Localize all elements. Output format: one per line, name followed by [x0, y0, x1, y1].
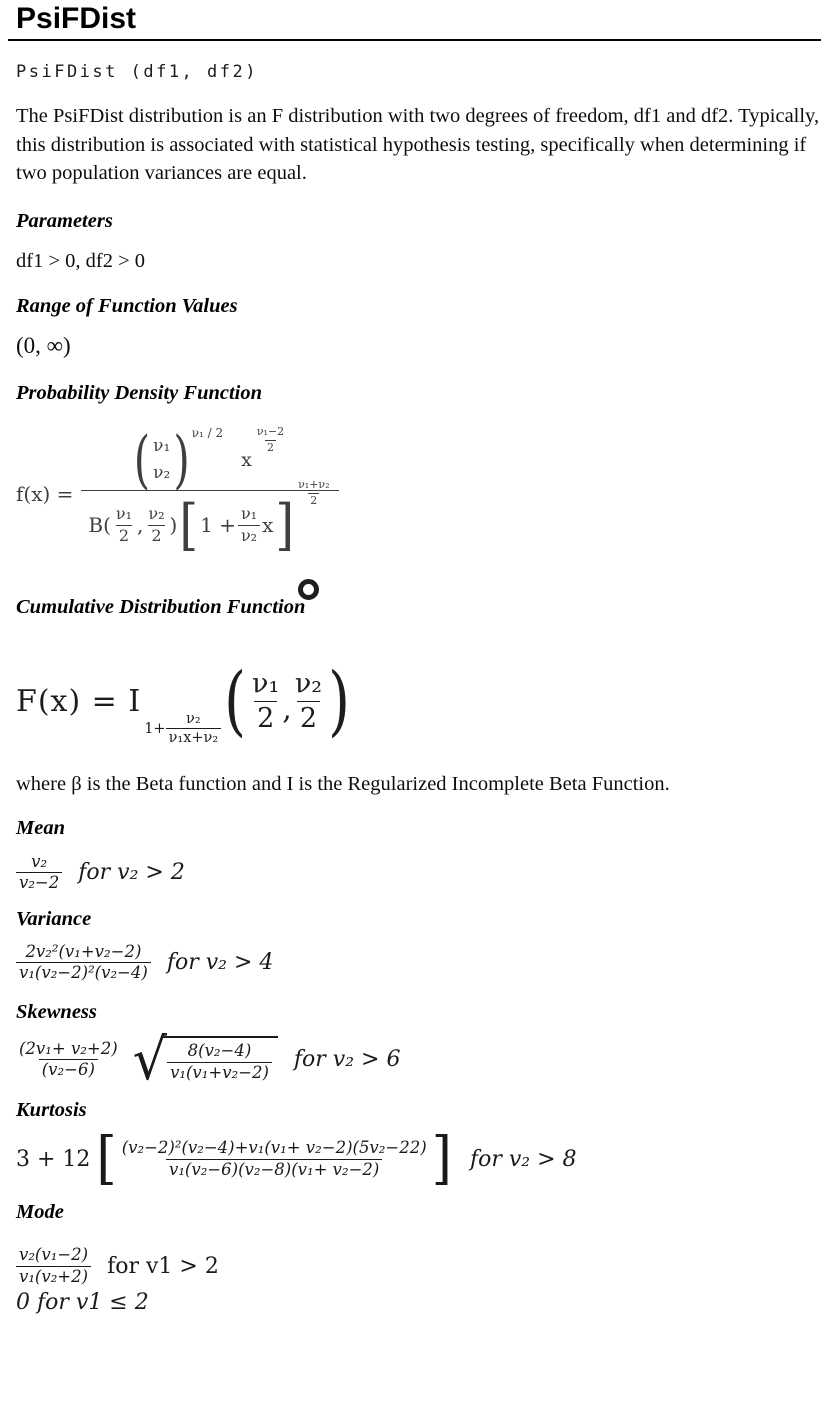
section-heading-parameters: Parameters [16, 209, 113, 232]
description-paragraph: The PsiFDist distribution is an F distribution with two degrees of freedom, df1 and df2. Typically, this distribution is associated with statistical hypothesis testing, specifically when determining if two population variances are equal. [16, 105, 820, 184]
math-token: 2 [254, 701, 277, 736]
range-value: (0, ∞) [16, 332, 71, 358]
bracket-exponent-fraction [296, 478, 331, 508]
kurtosis-formula [16, 1126, 821, 1193]
pdf-main-fraction [81, 422, 338, 558]
kurtosis-condition: for v₂ > 8 [469, 1146, 577, 1172]
beta-arg2-fraction [145, 504, 167, 547]
math-token: [ [96, 1126, 117, 1193]
math-token: ν₁ [252, 668, 280, 700]
math-exponent: ν₁ / 2 [191, 426, 224, 440]
mean-condition: for v₂ > 2 [78, 860, 185, 886]
math-token: v₁(v₂−6)(v₂−8)(v₁+ v₂−2) [166, 1159, 382, 1181]
math-token: v₁(v₂+2) [16, 1266, 91, 1288]
beta-function-note: where β is the Beta function and I is the Regularized Incomplete Beta Function. [16, 772, 670, 795]
beta-arg1-fraction [113, 504, 135, 547]
math-token: ν₁ [240, 503, 258, 523]
pdf-denominator [81, 478, 338, 558]
math-token: [ [179, 492, 199, 558]
math-token: 3 + 12 [16, 1146, 91, 1172]
math-token: 2v₂²(v₁+v₂−2) [25, 941, 142, 961]
math-token: ( [224, 656, 247, 745]
math-token: 1 + [200, 513, 236, 537]
math-token: v₂ [31, 851, 48, 871]
section-heading-kurtosis: Kurtosis [16, 1099, 87, 1122]
math-token: ] [431, 1126, 452, 1193]
mean-fraction [16, 852, 62, 894]
variance-formula [16, 942, 821, 984]
math-token: ν₂ [186, 710, 201, 727]
math-token: f(x) = [16, 481, 74, 506]
math-token: ν₂ [238, 525, 260, 547]
math-token: , [282, 692, 292, 727]
math-token: ) [328, 656, 350, 745]
math-token: v₁(v₁+v₂−2) [167, 1062, 272, 1084]
math-token: x [241, 449, 252, 471]
skewness-front-fraction [16, 1039, 121, 1081]
math-token: ν₂ [148, 503, 165, 523]
math-token: ν₁ [153, 436, 171, 456]
mode-zero-case: 0 for v1 ≤ 2 [16, 1289, 149, 1315]
math-token: (2v₁+ v₂+2) [19, 1038, 118, 1058]
pdf-numerator [104, 422, 316, 496]
math-token: ν₁ [115, 503, 133, 523]
section-heading-range: Range of Function Values [16, 294, 238, 317]
section-heading-mean: Mean [16, 816, 65, 839]
pdf-formula [16, 418, 821, 570]
square-root [132, 1026, 278, 1093]
math-token: ] [275, 492, 295, 558]
math-token: ν₁−2 [256, 425, 285, 439]
section-heading-skewness: Skewness [16, 1001, 97, 1023]
math-token: 2 [310, 493, 318, 507]
page-title: PsiFDist [16, 2, 137, 35]
math-token: F(x) = I [16, 684, 142, 719]
math-token: B( [88, 513, 111, 537]
math-token: 1+ [144, 720, 166, 737]
section-heading-pdf: Probability Density Function [16, 381, 263, 404]
math-token: 2 [267, 440, 274, 454]
math-token: v₁(v₂−2)²(v₂−4) [16, 962, 151, 984]
skewness-formula [16, 1026, 821, 1093]
math-token: (v₂−2)²(v₂−4)+v₁(v₁+ v₂−2)(5v₂−22) [121, 1138, 427, 1158]
math-token: 2 [148, 525, 164, 547]
math-token: ) [169, 513, 178, 537]
math-token: ν₁+ν₂ [298, 478, 330, 492]
math-token: v₂−2 [16, 872, 62, 894]
math-token: v₂(v₁−2) [19, 1245, 89, 1265]
cursor-ring [298, 579, 319, 600]
nu-stack [153, 438, 170, 482]
math-token: ν₂ [153, 463, 171, 483]
radical-sign: √ [132, 1026, 168, 1093]
skewness-condition: for v₂ > 6 [293, 1047, 401, 1073]
nu-ratio-paren-group [133, 422, 190, 496]
title-header [8, 0, 821, 41]
math-token: ) [173, 422, 190, 496]
variance-condition: for v₂ > 4 [166, 950, 274, 976]
mean-formula [16, 852, 821, 894]
kurtosis-fraction [119, 1138, 430, 1180]
section-heading-mode: Mode [16, 1201, 64, 1224]
math-token: ( [133, 422, 151, 496]
cdf-arg2-fraction [292, 667, 325, 736]
cdf-formula [16, 652, 821, 752]
math-token: x [262, 513, 274, 537]
mode-formula [16, 1245, 821, 1287]
math-token: (v₂−6) [39, 1059, 98, 1081]
mode-fraction [16, 1245, 91, 1287]
cdf-arg1-fraction [249, 667, 282, 736]
math-token: ν₂ [294, 668, 323, 700]
math-token: , [137, 513, 144, 537]
radicand-fraction [167, 1041, 272, 1083]
radicand [161, 1036, 278, 1083]
math-token: 2 [297, 701, 320, 736]
nu-ratio-fraction [238, 504, 260, 547]
math-token: 2 [116, 525, 132, 547]
subscript-fraction [166, 710, 222, 747]
parameters-value: df1 > 0, df2 > 0 [16, 249, 146, 272]
variance-fraction [16, 942, 151, 984]
function-signature: PsiFDist (df1, df2) [16, 62, 258, 82]
x-exponent-fraction [255, 425, 286, 455]
math-token: ν₁x+ν₂ [166, 728, 222, 747]
section-heading-cdf: Cumulative Distribution Function [16, 595, 306, 618]
incomplete-beta-subscript [144, 710, 221, 747]
math-token: 8(v₂−4) [187, 1041, 252, 1060]
section-heading-variance: Variance [16, 907, 92, 930]
mode-condition: for v1 > 2 [107, 1253, 219, 1279]
